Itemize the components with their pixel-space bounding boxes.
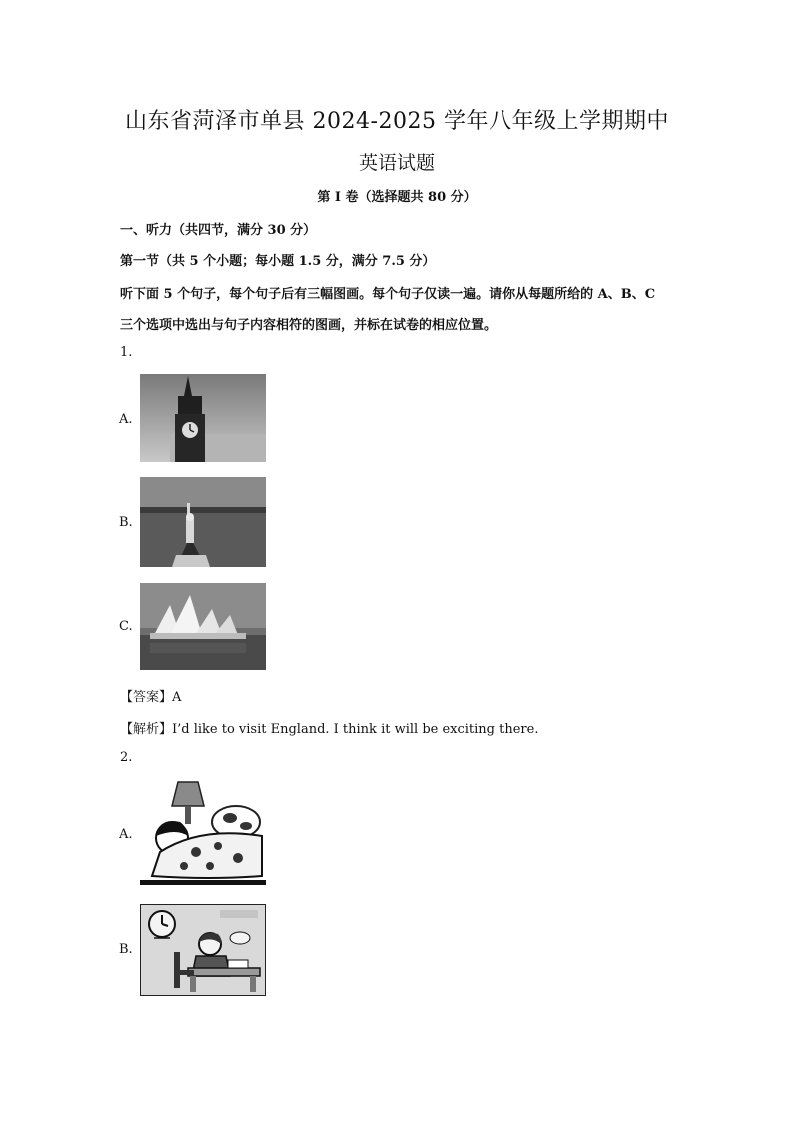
big-ben-photo — [140, 374, 266, 462]
option-label: B. — [119, 515, 133, 530]
instruction-line-1: 听下面 5 个句子，每个句子后有三幅图画。每个句子仅读一遍。请你从每题所给的 A、B、C — [120, 287, 656, 302]
option-label: B. — [119, 942, 133, 957]
instruction-line-2: 三个选项中选出与句子内容相符的图画，并标在试卷的相应位置。 — [120, 318, 498, 333]
sydney-opera-house-photo — [140, 583, 266, 670]
analysis-line: 【解析】I’d like to visit England. I think it will be exciting there. — [120, 722, 539, 737]
question-number: 2. — [120, 750, 133, 765]
statue-of-liberty-photo — [140, 477, 266, 567]
document-subtitle: 英语试题 — [358, 152, 435, 174]
option-label: A. — [119, 827, 133, 842]
boy-writing-at-desk-cartoon — [140, 904, 266, 996]
section-heading: 一、听力（共四节，满分 30 分） — [120, 223, 317, 238]
option-label: C. — [119, 619, 133, 634]
answer-line: 【答案】A — [120, 690, 182, 705]
volume-heading: 第 I 卷（选择题共 80 分） — [317, 190, 477, 205]
option-label: A. — [119, 412, 133, 427]
document-title: 山东省菏泽市单县 2024-2025 学年八年级上学期期中 — [125, 109, 669, 134]
question-number: 1. — [120, 345, 133, 360]
sleeping-in-bed-cartoon — [140, 780, 266, 888]
part-heading: 第一节（共 5 个小题；每小题 1.5 分，满分 7.5 分） — [120, 254, 436, 269]
